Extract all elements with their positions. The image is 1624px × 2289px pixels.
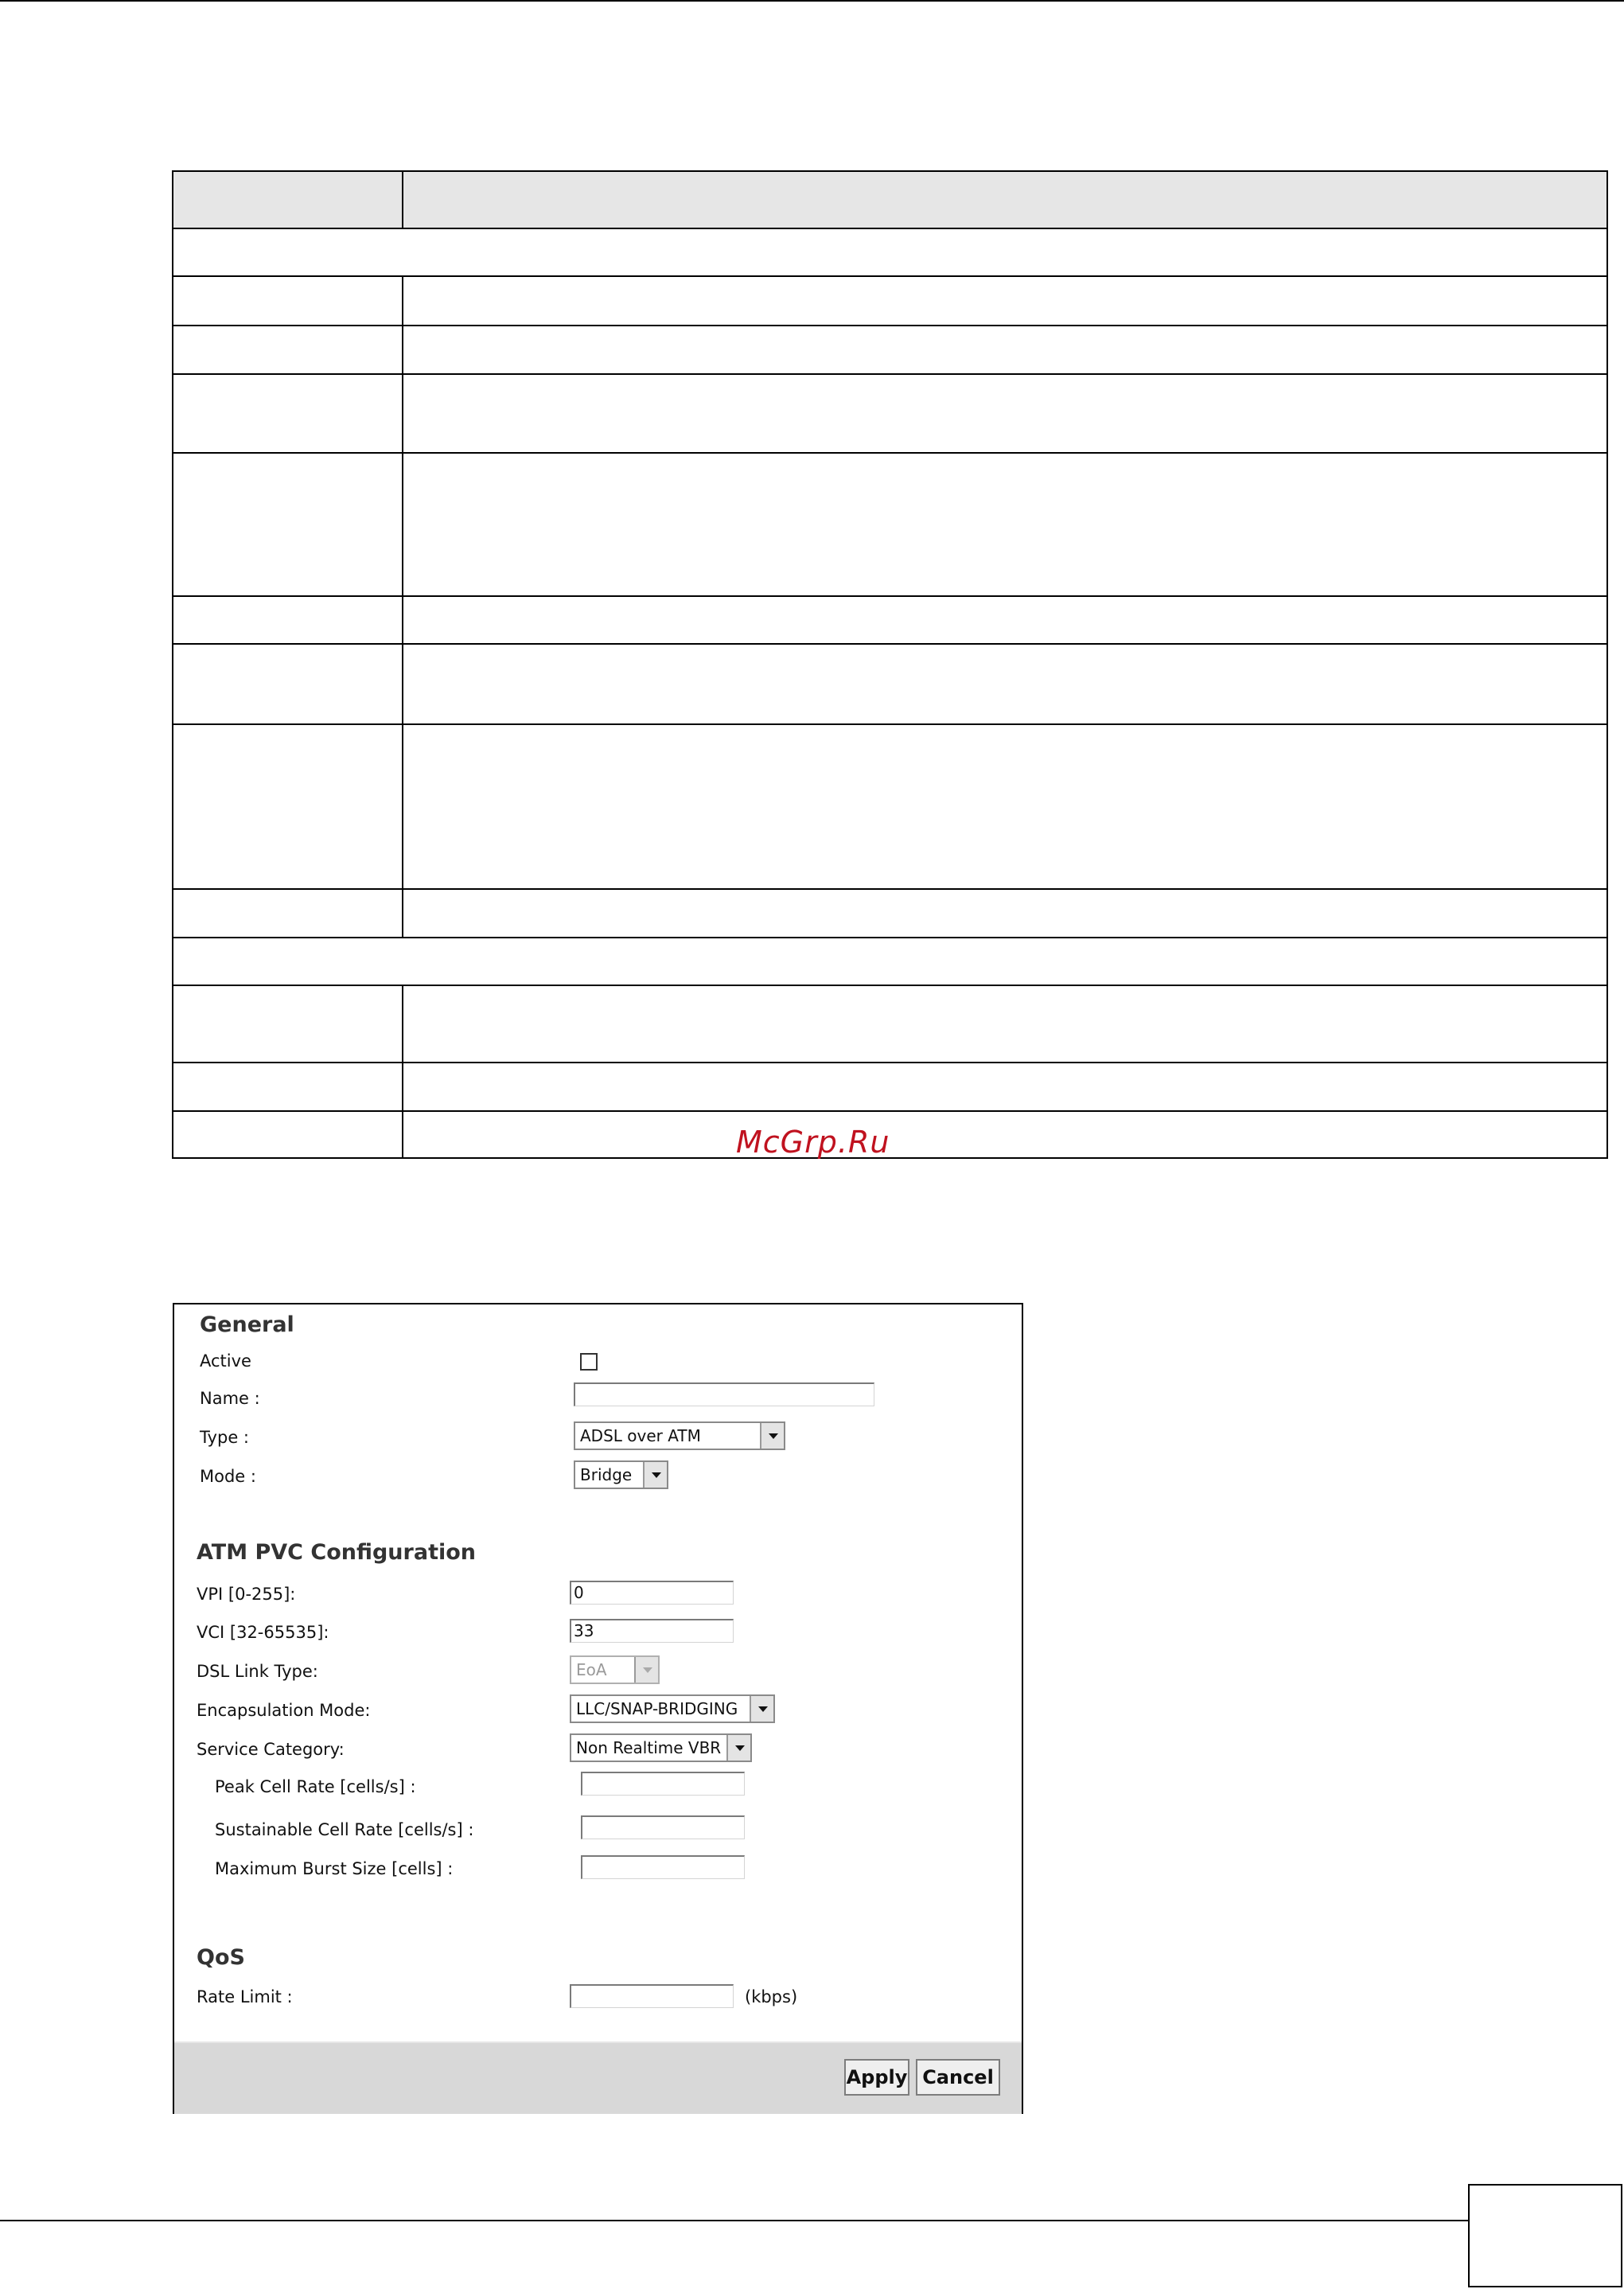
active-label: Active xyxy=(200,1351,251,1371)
encapsulation-mode-value: LLC/SNAP-BRIDGING xyxy=(576,1699,738,1718)
maximum-burst-size-label: Maximum Burst Size [cells] : xyxy=(215,1859,454,1878)
atm-section-title: ATM PVC Configuration xyxy=(197,1540,476,1565)
table-row xyxy=(173,374,1607,453)
peak-cell-rate-label: Peak Cell Rate [cells/s] : xyxy=(215,1777,416,1796)
table-row xyxy=(173,1111,1607,1158)
table-row xyxy=(173,985,1607,1063)
chevron-down-icon xyxy=(760,1423,784,1449)
top-rule xyxy=(0,0,1624,2)
chevron-down-icon xyxy=(726,1735,750,1761)
encapsulation-mode-select[interactable] xyxy=(570,1694,775,1723)
mode-select[interactable] xyxy=(574,1460,668,1489)
table-row xyxy=(173,596,1607,644)
name-label: Name : xyxy=(200,1389,260,1408)
vci-label: VCI [32-65535]: xyxy=(197,1623,329,1642)
type-select-value: ADSL over ATM xyxy=(580,1426,701,1445)
maximum-burst-size-input[interactable] xyxy=(581,1855,745,1879)
cancel-button[interactable]: Cancel xyxy=(916,2059,1000,2096)
type-select[interactable] xyxy=(574,1421,785,1450)
chevron-down-icon xyxy=(643,1462,667,1488)
vpi-input[interactable]: 0 xyxy=(570,1581,734,1605)
table-section-row xyxy=(173,228,1607,276)
name-input[interactable] xyxy=(574,1382,874,1406)
button-bar xyxy=(174,2041,1022,2114)
wan-settings-panel xyxy=(173,1303,1023,2114)
type-label: Type : xyxy=(200,1428,249,1447)
page-number-box xyxy=(1468,2184,1622,2287)
peak-cell-rate-input[interactable] xyxy=(581,1772,745,1796)
sustainable-cell-rate-input[interactable] xyxy=(581,1815,745,1839)
watermark: McGrp.Ru xyxy=(736,1125,890,1160)
encapsulation-mode-label: Encapsulation Mode: xyxy=(197,1701,371,1720)
table-row xyxy=(173,326,1607,374)
dsl-link-type-select xyxy=(570,1655,660,1684)
mode-label: Mode : xyxy=(200,1467,256,1486)
table-row xyxy=(173,644,1607,724)
vpi-label: VPI [0-255]: xyxy=(197,1585,296,1604)
vci-input[interactable]: 33 xyxy=(570,1619,734,1643)
service-category-value: Non Realtime VBR xyxy=(576,1738,722,1757)
table-row xyxy=(173,276,1607,326)
chevron-down-icon xyxy=(634,1657,658,1683)
table-row xyxy=(173,889,1607,938)
mode-select-value: Bridge xyxy=(580,1465,633,1484)
rate-limit-input[interactable] xyxy=(570,1984,734,2008)
rate-limit-unit: (kbps) xyxy=(745,1987,798,2006)
rate-limit-label: Rate Limit : xyxy=(197,1987,293,2006)
bottom-rule xyxy=(0,2220,1470,2221)
table-row xyxy=(173,1063,1607,1111)
dsl-link-type-value: EoA xyxy=(576,1660,607,1679)
table-header-row xyxy=(173,171,1607,228)
dsl-link-type-label: DSL Link Type: xyxy=(197,1662,318,1681)
general-section-title: General xyxy=(200,1312,294,1337)
service-category-select[interactable] xyxy=(570,1733,752,1762)
active-checkbox[interactable] xyxy=(580,1353,598,1371)
table-row xyxy=(173,724,1607,889)
table-row xyxy=(173,453,1607,596)
table-section-row xyxy=(173,938,1607,985)
chevron-down-icon xyxy=(750,1696,773,1722)
apply-button[interactable]: Apply xyxy=(844,2059,909,2096)
description-table xyxy=(172,170,1608,1159)
qos-section-title: QoS xyxy=(197,1945,245,1970)
service-category-label: Service Category: xyxy=(197,1740,345,1759)
sustainable-cell-rate-label: Sustainable Cell Rate [cells/s] : xyxy=(215,1820,474,1839)
